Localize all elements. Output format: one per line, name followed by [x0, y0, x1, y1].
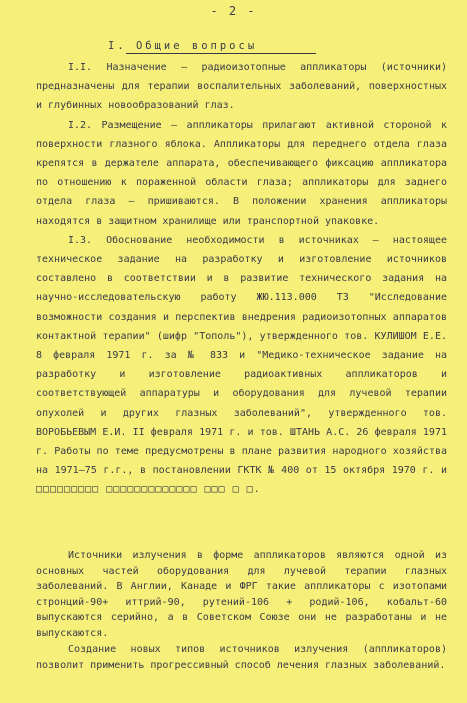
paragraph-sources: Источники излучения в форме аппликаторов являются одной из основных частей оборудования для лучевой терапии глазных заболеваний. В Англии, Канаде и ФРГ такие аппликаторы с изотопами стронций-90+ иттрий-90, рутений-106 + родий-106, кобальт-60 выпускаются серийно, а в Советском Союзе они не разработаны и не выпускаются. — [36, 550, 447, 639]
document-body — [36, 58, 447, 500]
paragraph-1-2: I.2. Размещение – аппликаторы прилагают активной стороной к поверхности глазного яблока. Аппликаторы для переднего отдела глаза крепятся в держателе аппарата, обеспечивающего фиксацию аппликатора по отношению к пораженной области глаза; аппликаторы для заднего отдела глаза – пришиваются. В положении хранения аппликаторы находятся в защитном хранилище или транспортной упаковке. — [36, 119, 447, 227]
paragraph-1-3-text: I.3. Обоснование необходимости в источниках – настоящее техническое задание на разработку и изготовление источников составлено в соответствии и в развитие технического задания на научно-исследовательскую работу ЖЮ.113.000 ТЗ "Исследование возможности создания и перспектив внедрения радиоизотопных аппаратов контактной терапии" (шифр "Тополь"), утвержденного тов. КУЛИШОМ Е.Е. 8 февраля 1971 г. за № 833 и "Медико-техническое задание на разработку и изготовление радиоактивных аппликаторов и соответствующей аппаратуры и оборудования для лучевой терапии опухолей и других глазных заболеваний", утвержденного тов. ВОРОБЬЕВЫМ Е.И. II февраля 1971 г. и тов. ШТАНЬ А.С. 26 февраля 1971 г. Работы по теме предусмотрены в плане развития народного хозяйства на 1971–75 г.г., в постановлении ГКТК № 400 от 15 октября 1970 г. и — [36, 234, 447, 477]
document-body-continued — [36, 548, 447, 673]
paragraph-new-types: Создание новых типов источников излучения (аппликаторов) позволит применить прогрессивный способ лечения глазных заболеваний. — [36, 644, 447, 671]
paragraph-1-1: I.I. Назначение – радиоизотопные аппликаторы (источники) предназначены для терапии воспалительных заболеваний, поверхностных и глубинных новообразований глаз. — [36, 62, 447, 112]
page-number: - 2 - — [210, 4, 257, 18]
redacted-text: □□□□□□□□□ □□□□□□□□□□□□□ □□□ □ □. — [36, 484, 261, 496]
section-heading — [108, 40, 257, 52]
paragraph-1-3 — [36, 231, 447, 500]
heading-underline — [126, 53, 316, 54]
section-title: I. Общие вопросы — [108, 40, 258, 52]
